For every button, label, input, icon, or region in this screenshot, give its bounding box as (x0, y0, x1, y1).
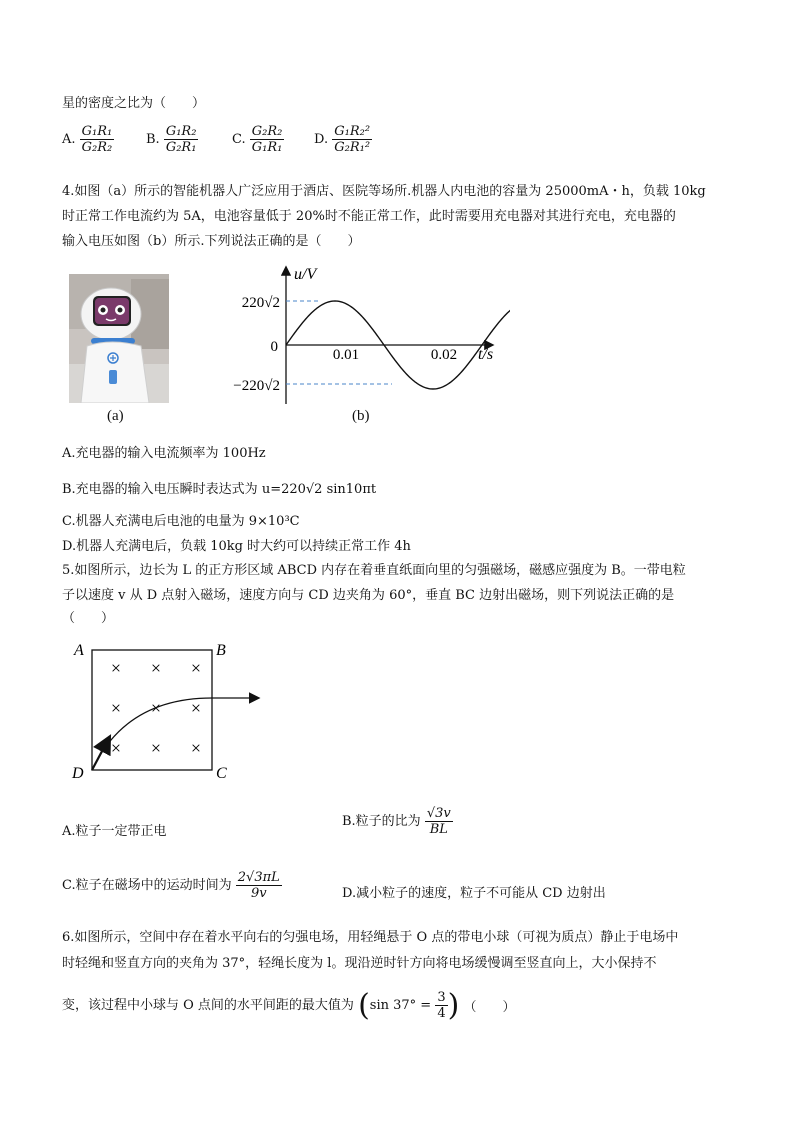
corner-a: A (74, 642, 84, 659)
tick-label-2: 0.02 (430, 347, 458, 363)
corner-b: B (216, 642, 226, 659)
q3-option-b: B. $\frac{\text{G₁R₂}}{\text{G₂R₁}}$ (146, 124, 197, 155)
q6-line2: 时轻绳和竖直方向的夹角为 37°，轻绳长度为 l。现沿逆时针方向将电场缓慢调至竖直向上，大小保持不 (62, 956, 657, 971)
field-cross: × (110, 698, 122, 718)
fig-a-caption: (a) (107, 408, 124, 424)
y-top-label: 220√2 (241, 295, 280, 311)
right-paren: ) (447, 988, 460, 1023)
y-axis-label: u/V (294, 266, 317, 283)
field-cross: × (190, 698, 202, 718)
q6-line1: 6.如图所示，空间中存在着水平向右的匀强电场，用轻绳悬于 O 点的带电小球（可视为质点）静止于电场中 (62, 930, 679, 945)
q3-stem: 星的密度之比为（ ） (62, 96, 206, 111)
voltage-graph (200, 262, 510, 412)
field-cross: × (150, 738, 162, 758)
q4-option-b: B.充电器的输入电压瞬时表达式为 u=220√2 sin10πt (62, 482, 377, 497)
field-cross: × (110, 658, 122, 678)
velocity-arrow (92, 738, 109, 770)
field-cross: × (150, 658, 162, 678)
x-axis-label: t/s (478, 346, 494, 363)
q4-line2: 时正常工作电流约为 5A，电池容量低于 20%时不能正常工作，此时需要用充电器对其进行充电，充电器的 (62, 209, 676, 224)
corner-d: D (72, 765, 84, 782)
field-cross: × (190, 658, 202, 678)
field-cross: × (110, 738, 122, 758)
corner-c: C (216, 765, 227, 782)
sin-expression: sin 37° = (369, 998, 432, 1013)
voltage-graph-svg (200, 262, 510, 412)
tick-label-1: 0.01 (332, 347, 360, 363)
q4-line3: 输入电压如图（b）所示.下列说法正确的是（ ） (62, 234, 361, 249)
field-cross: × (150, 698, 162, 718)
robot-photo (69, 274, 169, 403)
q5-option-b: B.粒子的比为 $\frac{√3v}{BL}$ (342, 806, 451, 837)
q3-option-a: A. $\frac{\text{G₁R₁}}{\text{G₂R₂}}$ (62, 124, 113, 155)
q5-line1: 5.如图所示，边长为 L 的正方形区域 ABCD 内存在着垂直纸面向里的匀强磁场，磁感应强度为 B。一带电粒 (62, 563, 686, 578)
left-paren: ( (358, 988, 370, 1023)
magnetic-field-diagram (66, 636, 266, 784)
q4-option-c: C.机器人充满电后电池的电量为 9×10³C (62, 514, 300, 529)
robot-illustration (69, 274, 169, 403)
q4-line1: 4.如图（a）所示的智能机器人广泛应用于酒店、医院等场所.机器人内电池的容量为 25000mA・h，负载 10kg (62, 184, 706, 199)
q4-option-a: A.充电器的输入电流频率为 100Hz (62, 446, 266, 461)
field-cross: × (190, 738, 202, 758)
q6-line3: 变，该过程中小球与 O 点间的水平间距的最大值为 (sin 37° = $\frac{3}{4}$ ) （ ） (62, 988, 516, 1023)
q4-option-d: D.机器人充满电后，负载 10kg 时大约可以持续正常工作 4h (62, 539, 411, 554)
q5-option-c: C.粒子在磁场中的运动时间为 $\frac{2√3\pi L}{9v}$ (62, 870, 280, 901)
y-bottom-label: −220√2 (233, 378, 280, 394)
q5-option-a: A.粒子一定带正电 (62, 824, 167, 839)
q5-line2: 子以速度 v 从 D 点射入磁场，速度方向与 CD 边夹角为 60°，垂直 BC 边射出磁场，则下列说法正确的是 (62, 588, 675, 603)
q3-option-d: D. $\frac{\text{G₁R₂²}}{\text{G₂R₁²}}$ (314, 124, 371, 155)
q5-option-d: D.减小粒子的速度，粒子不可能从 CD 边射出 (342, 886, 606, 901)
origin-label: 0 (270, 339, 278, 355)
q3-option-c: C. $\frac{\text{G₂R₂}}{\text{G₁R₁}}$ (232, 124, 283, 155)
magnetic-field-svg (66, 636, 266, 784)
q5-line3: （ ） (62, 611, 115, 626)
fig-b-caption: (b) (352, 408, 370, 424)
